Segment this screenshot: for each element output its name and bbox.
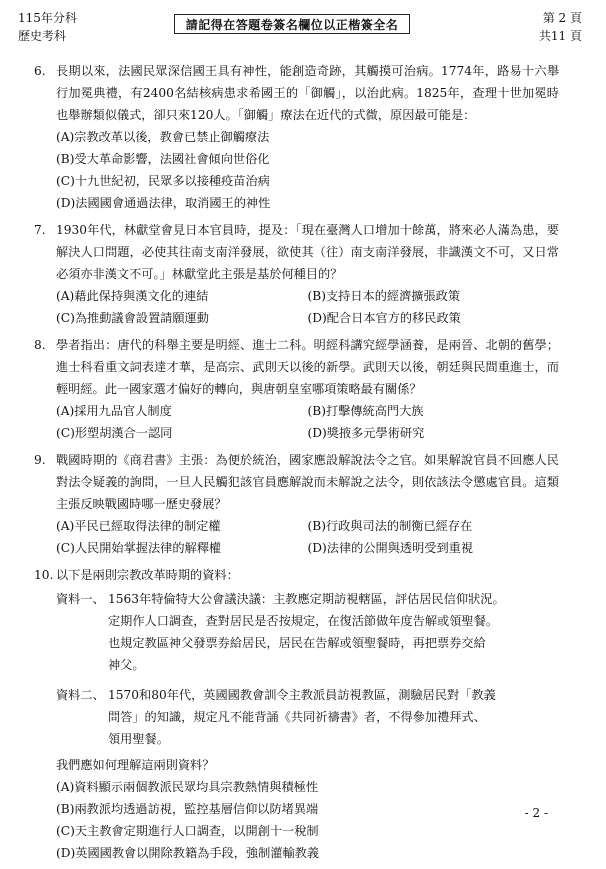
question-prompt: 我們應如何理解這兩則資料？ bbox=[56, 758, 215, 772]
total-pages-label: 共11 頁 bbox=[538, 29, 582, 43]
exam-subject-header bbox=[18, 9, 77, 45]
question-stem: 1930年代，林獻堂會見日本官員時，提及：「現在臺灣人口增加十餘萬，將來必人滿為患，要解決人口問題，必使其往南支南洋發展，欲使其（往）南支南洋發展，非識漢文不可，又日常必須亦非漢文不可。」林獻堂此主張是基於何種目的？ bbox=[56, 223, 559, 281]
option-c: (C)形塑胡漢合一認同 bbox=[56, 426, 173, 440]
option-b: (B)受大革命影響，法國社會傾向世俗化 bbox=[56, 152, 270, 166]
source-line: 1570和80年代，英國國教會訓令主教派員訪視教區，測驗居民對「教義 bbox=[108, 688, 496, 702]
option-b: (B)支持日本的經濟擴張政策 bbox=[307, 289, 461, 303]
exam-year-subject: 115年分科 bbox=[18, 11, 77, 25]
question-7 bbox=[34, 219, 559, 329]
source-line: 定期作人口調查，查對居民是否按規定，在復活節做年度告解或領聖餐。 bbox=[108, 614, 498, 628]
option-c: (C)為推動議會設置請願運動 bbox=[56, 311, 209, 325]
option-b: (B)兩教派均透過訪視，監控基層信仰以防堵異端 bbox=[56, 802, 319, 816]
current-page-label: 第 2 頁 bbox=[542, 11, 582, 25]
source-2 bbox=[34, 684, 559, 750]
question-number: 10. bbox=[34, 568, 54, 582]
option-d: (D)法律的公開與透明受到重視 bbox=[307, 541, 474, 555]
option-d: (D)配合日本官方的移民政策 bbox=[307, 311, 461, 325]
option-a: (A)藉此保持與漢文化的連結 bbox=[56, 289, 209, 303]
question-number: 7. bbox=[34, 223, 46, 237]
question-number: 8. bbox=[34, 338, 46, 352]
option-list bbox=[34, 776, 559, 864]
question-number: 9. bbox=[34, 453, 46, 467]
questions-area bbox=[34, 60, 559, 869]
signature-notice-box: 請記得在答題卷簽名欄位以正楷簽全名 bbox=[174, 14, 410, 34]
source-line: 問答」的知識，規定凡不能背誦《共同祈禱書》者，不得參加禮拜式、 bbox=[108, 710, 486, 724]
option-a: (A)資料顯示兩個教派民眾均具宗教熱情與積極性 bbox=[56, 780, 319, 794]
source-line: 1563年特倫特大公會議決議：主教應定期訪視轄區，評估居民信仰狀況。 bbox=[108, 592, 505, 606]
question-stem: 戰國時期的《商君書》主張：為便於統治，國家應設解說法令之官。如果解說官員不回應人民對法令疑義的詢問，一旦人民觸犯該官員應解說而未解說之法令，則依該法令懲處官員。這類主張反映戰國時哪一歷史發展？ bbox=[56, 453, 559, 511]
option-d: (D)法國國會通過法律，取消國王的神性 bbox=[56, 196, 271, 210]
source-text bbox=[108, 588, 559, 676]
source-line: 領用聖餐。 bbox=[108, 732, 169, 746]
source-1 bbox=[34, 588, 559, 676]
option-b: (B)打擊傳統高門大族 bbox=[307, 404, 424, 418]
question-9 bbox=[34, 449, 559, 559]
option-d: (D)英國國教會以開除教籍為手段，強制灌輸教義 bbox=[56, 846, 320, 860]
question-6 bbox=[34, 60, 559, 214]
option-c: (C)十九世紀初，民眾多以接種疫苗治病 bbox=[56, 174, 270, 188]
source-label: 資料一、 bbox=[56, 592, 105, 606]
subject-name: 歷史考科 bbox=[18, 29, 67, 43]
option-list bbox=[34, 515, 559, 559]
option-a: (A)平民已經取得法律的制定權 bbox=[56, 519, 221, 533]
source-line: 也規定教區神父發票券給居民，居民在告解或領聖餐時，再把票券交給 bbox=[108, 636, 486, 650]
option-c: (C)天主教會定期進行人口調查，以開創十一稅制 bbox=[56, 824, 319, 838]
question-8 bbox=[34, 334, 559, 444]
source-line: 神父。 bbox=[108, 658, 145, 672]
page-number-footer: - 2 - bbox=[524, 806, 548, 820]
option-list bbox=[34, 126, 559, 214]
option-a: (A)採用九品官人制度 bbox=[56, 404, 172, 418]
option-d: (D)獎掖多元學術研究 bbox=[307, 426, 425, 440]
question-number: 6. bbox=[34, 64, 46, 78]
question-10 bbox=[34, 564, 559, 864]
page-indicator bbox=[539, 9, 582, 45]
question-stem: 長期以來，法國民眾深信國王具有神性，能創造奇跡，其觸摸可治病。1774年，路易十六舉行加冕典禮，有2400名結核病患求希國王的「御觸」，以治此病。1825年，查理十世加冕時也舉辦類似儀式，卻只來120人。「御觸」療法在近代的式微，原因最可能是： bbox=[56, 64, 560, 122]
option-list bbox=[34, 285, 559, 329]
option-c: (C)人民開始掌握法律的解釋權 bbox=[56, 541, 222, 555]
option-b: (B)行政與司法的制衡已經存在 bbox=[307, 519, 473, 533]
source-label: 資料二、 bbox=[56, 688, 105, 702]
option-list bbox=[34, 400, 559, 444]
option-a: (A)宗教改革以後，教會已禁止御觸療法 bbox=[56, 130, 270, 144]
question-stem: 以下是兩則宗教改革時期的資料： bbox=[56, 568, 239, 582]
source-text bbox=[108, 684, 559, 750]
question-stem: 學者指出：唐代的科舉主要是明經、進士二科。明經科講究經學涵養，是兩晉、北朝的舊學；進士科看重文詞表達才華，是高宗、武則天以後的新學。武則天以後，朝廷與民間重進士，而輕明經。此一國家選才偏好的轉向，與唐朝皇室哪項策略最有關係？ bbox=[56, 338, 559, 396]
